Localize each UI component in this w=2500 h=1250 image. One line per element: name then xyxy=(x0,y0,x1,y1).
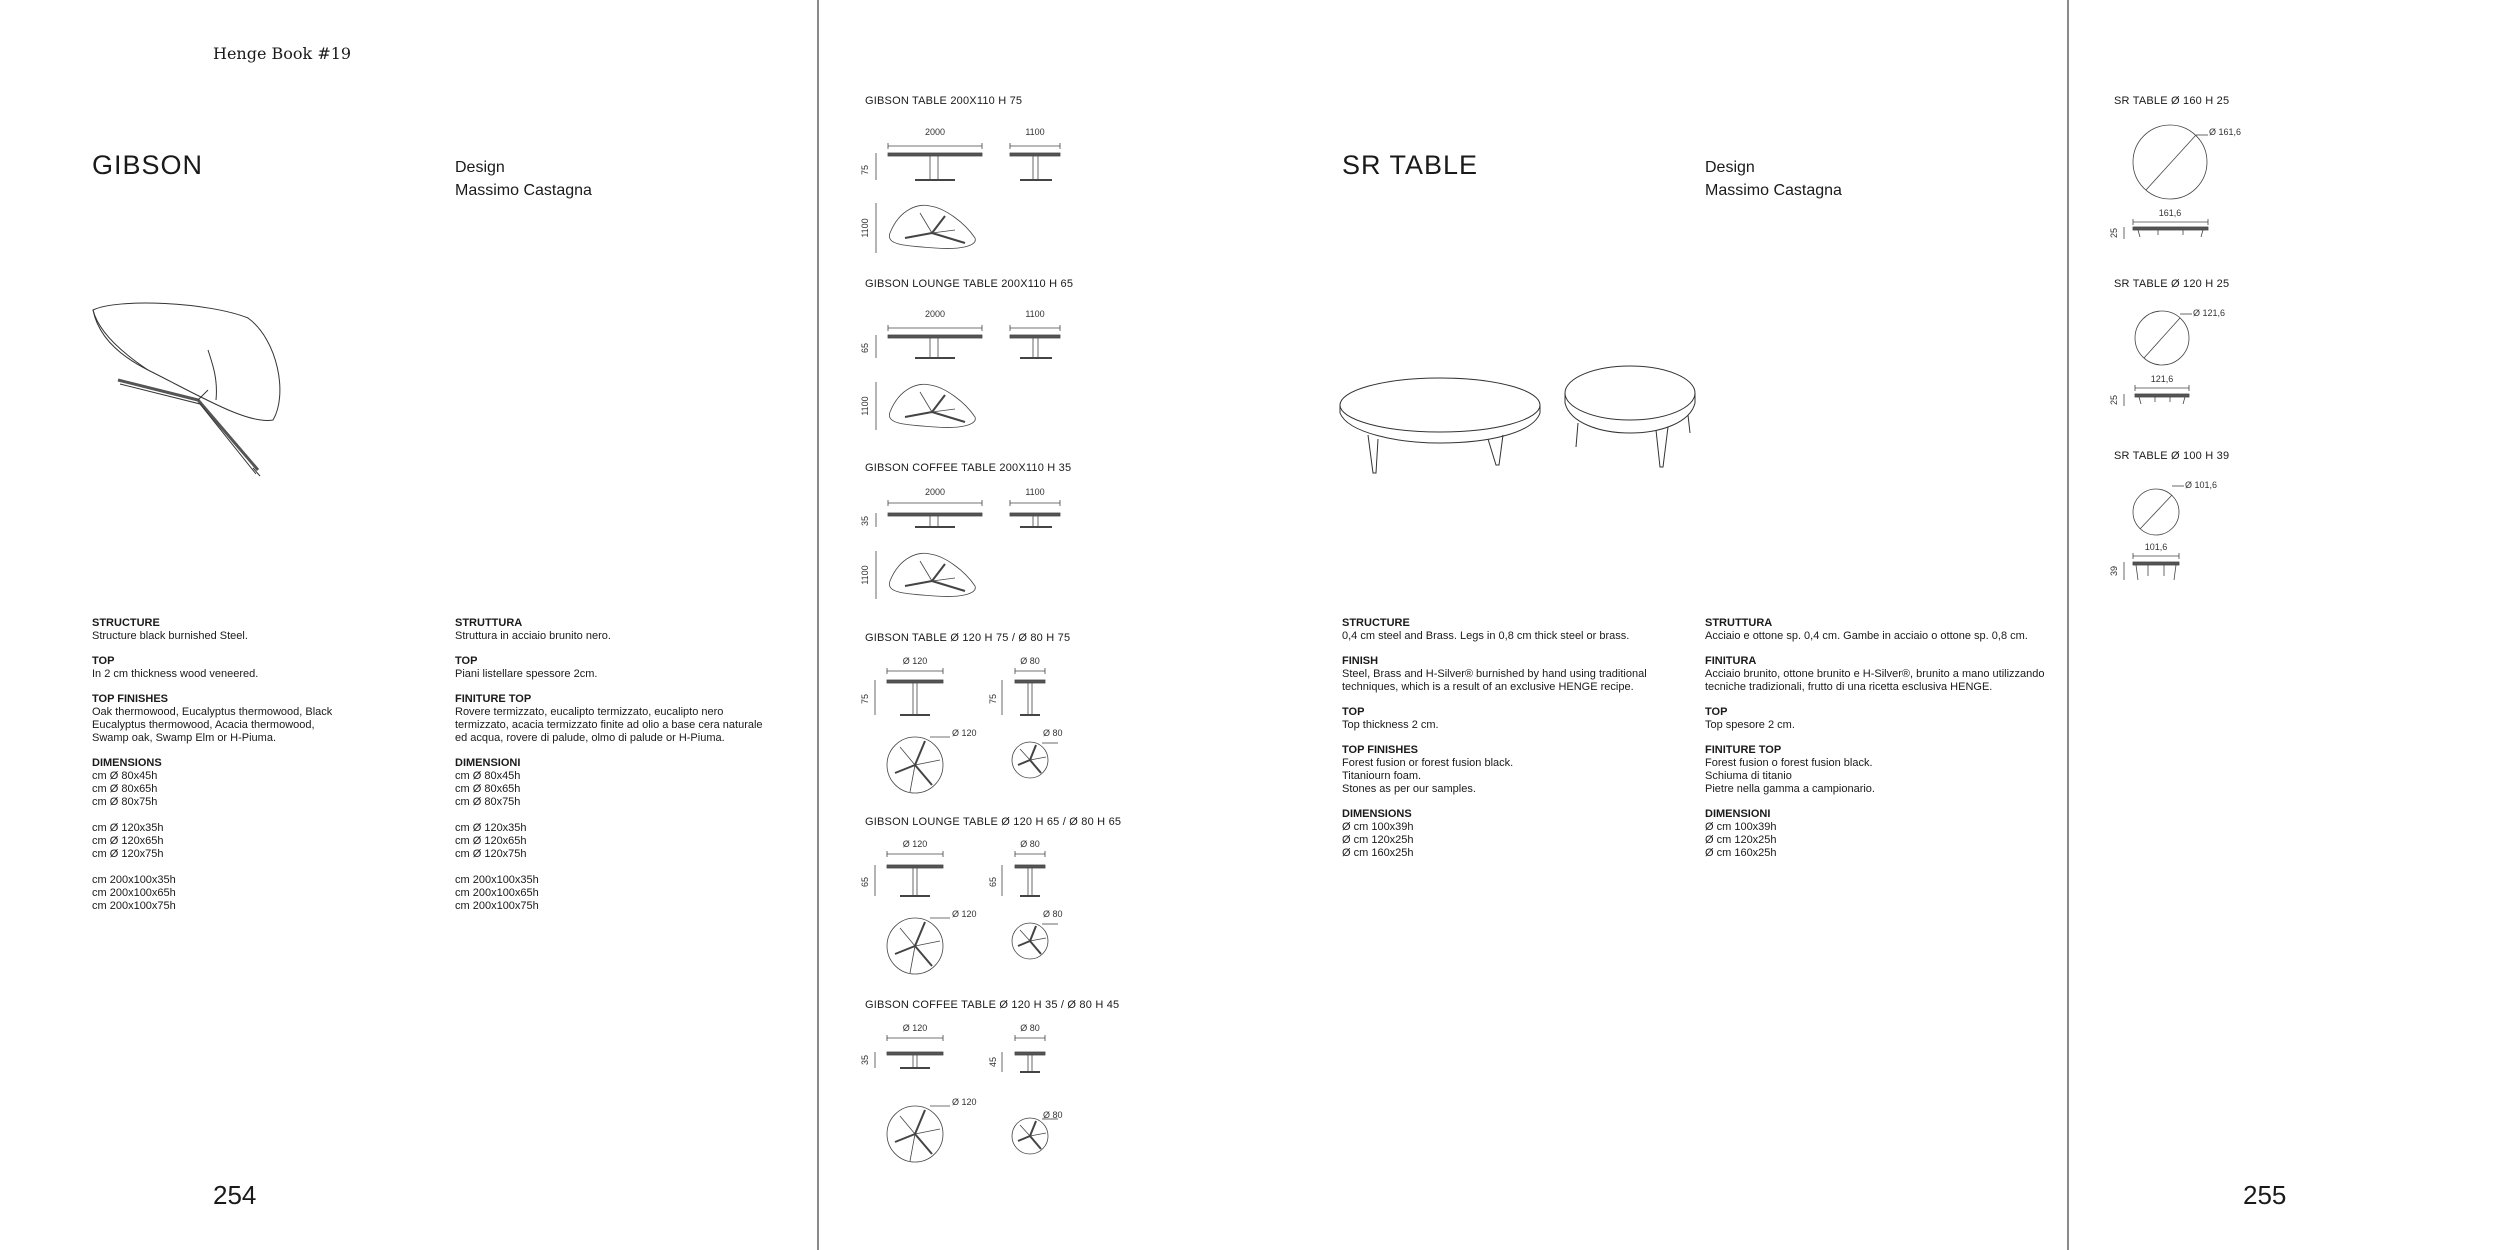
spec-line: cm 200x100x75h xyxy=(455,900,539,912)
sr-specs-it xyxy=(1705,617,2065,872)
spec-heading: FINITURE TOP xyxy=(455,693,532,705)
designer-name: Massimo Castagna xyxy=(1705,182,1842,199)
spec-heading: TOP xyxy=(1705,706,1728,718)
dim-diameter-b: Ø 80 xyxy=(1020,1023,1040,1033)
spec-line: cm Ø 120x65h xyxy=(455,835,527,847)
spec-line: Ø cm 120x25h xyxy=(1342,834,1414,846)
drawing-title: GIBSON COFFEE TABLE Ø 120 H 35 / Ø 80 H 45 xyxy=(865,999,1120,1011)
spec-line: cm 200x100x75h xyxy=(92,900,176,912)
page-number-right: 255 xyxy=(2243,1180,2287,1210)
spec-heading: FINITURA xyxy=(1705,655,1757,667)
spec-finish xyxy=(1342,655,1692,694)
spec-heading: STRUTTURA xyxy=(1705,617,1773,629)
dim-width: 101,6 xyxy=(2144,542,2168,552)
sr-specs-en xyxy=(1342,617,1692,872)
spec-heading: STRUTTURA xyxy=(455,617,523,629)
spec-dimensioni xyxy=(455,757,805,913)
spec-finiture-top xyxy=(455,693,805,745)
spec-line: Structure black burnished Steel. xyxy=(92,630,248,642)
drawing-gibson-lounge-200x110-65 xyxy=(860,300,1090,440)
spec-heading: DIMENSIONI xyxy=(455,757,521,769)
spec-line: tecniche tradizionali, frutto di una ricetta esclusiva HENGE. xyxy=(1705,681,1993,693)
spec-line: cm Ø 120x35h xyxy=(92,822,164,834)
spec-line: ed acqua, rovere di palude, olmo di palude or H-Piuma. xyxy=(455,732,725,744)
spec-line: Ø cm 160x25h xyxy=(1705,847,1777,859)
drawing-title: GIBSON TABLE 200X110 H 75 xyxy=(865,95,1023,107)
spec-heading: DIMENSIONI xyxy=(1705,808,1771,820)
spec-top xyxy=(92,655,442,681)
spec-line: cm Ø 120x65h xyxy=(92,835,164,847)
plan-diameter-b: Ø 80 xyxy=(1043,1110,1063,1120)
gibson-specs-en xyxy=(92,617,442,925)
spec-heading: DIMENSIONS xyxy=(92,757,162,769)
dim-width: 121,6 xyxy=(2150,374,2174,384)
drawing-title: SR TABLE Ø 120 H 25 xyxy=(2114,278,2230,290)
dim-height-b: 75 xyxy=(988,693,998,705)
dim-depth: 1100 xyxy=(1025,309,1045,319)
book-title: Henge Book #19 xyxy=(213,44,352,63)
spec-finiture-top xyxy=(1705,744,2065,796)
dim-height-b: 65 xyxy=(988,876,998,888)
spec-heading: TOP FINISHES xyxy=(1342,744,1419,756)
plan-diameter: Ø 121,6 xyxy=(2193,308,2226,318)
spec-line: cm Ø 80x75h xyxy=(455,796,521,808)
dim-height-a: 75 xyxy=(860,693,870,705)
spec-line: cm Ø 80x65h xyxy=(455,783,521,795)
spec-line xyxy=(455,809,805,822)
spec-structure xyxy=(1342,617,1692,643)
spec-dimensioni xyxy=(1705,808,2065,860)
spec-line: cm 200x100x65h xyxy=(92,887,176,899)
drawing-title: GIBSON LOUNGE TABLE Ø 120 H 65 / Ø 80 H 65 xyxy=(865,816,1122,828)
spec-line: Stones as per our samples. xyxy=(1342,783,1476,795)
spec-line: cm Ø 80x65h xyxy=(92,783,158,795)
spec-line: Ø cm 160x25h xyxy=(1342,847,1414,859)
dim-height: 65 xyxy=(860,342,870,354)
gibson-table-illustration xyxy=(88,300,298,485)
spec-line: cm 200x100x65h xyxy=(455,887,539,899)
dim-diameter-a: Ø 120 xyxy=(902,839,928,849)
spec-top-finishes xyxy=(1342,744,1692,796)
spec-line: Piani listellare spessore 2cm. xyxy=(455,668,598,680)
spec-line: Acciaio e ottone sp. 0,4 cm. Gambe in acciaio o ottone sp. 0,8 cm. xyxy=(1705,630,2028,642)
spec-dimensions xyxy=(92,757,442,913)
dim-plan: 1100 xyxy=(860,565,870,585)
dim-diameter-b: Ø 80 xyxy=(1020,656,1040,666)
spec-line: Oak thermowood, Eucalyptus thermowood, Black xyxy=(92,706,333,718)
dim-height-a: 35 xyxy=(860,1054,870,1066)
spec-line: techniques, which is a result of an exclusive HENGE recipe. xyxy=(1342,681,1634,693)
spec-line: In 2 cm thickness wood veneered. xyxy=(92,668,259,680)
dim-height-b: 45 xyxy=(988,1056,998,1068)
spec-line: Struttura in acciaio brunito nero. xyxy=(455,630,611,642)
dim-height-a: 65 xyxy=(860,876,870,888)
dim-plan: 1100 xyxy=(860,396,870,416)
product-title-gibson: GIBSON xyxy=(92,150,204,180)
plan-diameter: Ø 161,6 xyxy=(2209,127,2242,137)
dim-diameter-a: Ø 120 xyxy=(902,1023,928,1033)
dim-height: 25 xyxy=(2109,394,2119,406)
drawing-title: GIBSON TABLE Ø 120 H 75 / Ø 80 H 75 xyxy=(865,632,1071,644)
drawing-sr-120-25 xyxy=(2108,300,2258,415)
plan-diameter: Ø 101,6 xyxy=(2185,480,2218,490)
spec-dimensions xyxy=(1342,808,1692,860)
dim-height: 25 xyxy=(2109,227,2119,239)
spec-top-finishes xyxy=(92,693,442,745)
spec-line: cm 200x100x35h xyxy=(92,874,176,886)
dim-width: 161,6 xyxy=(2158,208,2182,218)
page-divider-right xyxy=(2067,0,2069,1250)
spec-heading: FINITURE TOP xyxy=(1705,744,1782,756)
dim-depth: 1100 xyxy=(1025,127,1045,137)
dim-depth: 1100 xyxy=(1025,487,1045,497)
drawing-title: GIBSON COFFEE TABLE 200X110 H 35 xyxy=(865,462,1072,474)
spec-line: Forest fusion or forest fusion black. xyxy=(1342,757,1514,769)
spec-line: 0,4 cm steel and Brass. Legs in 0,8 cm thick steel or brass. xyxy=(1342,630,1630,642)
plan-diameter-a: Ø 120 xyxy=(952,909,977,919)
design-credit-gibson xyxy=(455,156,592,202)
spec-heading: TOP xyxy=(92,655,115,667)
design-label: Design xyxy=(455,159,505,176)
gibson-specs-it xyxy=(455,617,805,925)
spec-line: cm Ø 80x45h xyxy=(455,770,521,782)
spec-line xyxy=(455,861,805,874)
spec-line: Ø cm 100x39h xyxy=(1342,821,1414,833)
product-title-sr-table: SR TABLE xyxy=(1342,150,1479,180)
dim-diameter-b: Ø 80 xyxy=(1020,839,1040,849)
spec-line: Steel, Brass and H-Silver® burnished by hand using traditional xyxy=(1342,668,1647,680)
plan-diameter-b: Ø 80 xyxy=(1043,728,1063,738)
spec-line: Ø cm 100x39h xyxy=(1705,821,1777,833)
drawing-title: SR TABLE Ø 160 H 25 xyxy=(2114,95,2230,107)
design-credit-sr xyxy=(1705,156,1842,202)
spec-line: Swamp oak, Swamp Elm or H-Piuma. xyxy=(92,732,276,744)
spec-line: termizzato, acacia termizzato finite ad olio a base cera naturale xyxy=(455,719,763,731)
dim-height: 75 xyxy=(860,164,870,176)
drawing-title: SR TABLE Ø 100 H 39 xyxy=(2114,450,2230,462)
spec-top xyxy=(455,655,805,681)
spec-line: Acciaio brunito, ottone brunito e H-Silver®, brunito a mano utilizzando xyxy=(1705,668,2045,680)
drawing-gibson-round-coffee xyxy=(860,1022,1080,1172)
dim-width: 2000 xyxy=(924,309,946,319)
spec-heading: STRUCTURE xyxy=(92,617,160,629)
spec-line: Top thickness 2 cm. xyxy=(1342,719,1439,731)
spec-struttura xyxy=(1705,617,2065,643)
drawing-gibson-round-65 xyxy=(860,838,1080,983)
spec-heading: FINISH xyxy=(1342,655,1379,667)
page-divider-left xyxy=(817,0,819,1250)
drawing-gibson-coffee-200x110-35 xyxy=(860,483,1090,613)
spec-heading: STRUCTURE xyxy=(1342,617,1410,629)
spec-heading: TOP FINISHES xyxy=(92,693,169,705)
plan-diameter-b: Ø 80 xyxy=(1043,909,1063,919)
spec-top xyxy=(1342,706,1692,732)
plan-diameter-a: Ø 120 xyxy=(952,1097,977,1107)
spec-line: cm Ø 120x35h xyxy=(455,822,527,834)
spec-heading: TOP xyxy=(1342,706,1365,718)
spec-line xyxy=(92,861,442,874)
drawing-gibson-round-75 xyxy=(860,655,1080,800)
spec-line: Ø cm 120x25h xyxy=(1705,834,1777,846)
sr-table-illustration xyxy=(1338,355,1718,485)
dim-height: 35 xyxy=(860,515,870,527)
spec-line: Pietre nella gamma a campionario. xyxy=(1705,783,1875,795)
spec-line: cm 200x100x35h xyxy=(455,874,539,886)
spec-structure xyxy=(92,617,442,643)
drawing-title: GIBSON LOUNGE TABLE 200X110 H 65 xyxy=(865,278,1074,290)
spec-line: cm Ø 120x75h xyxy=(92,848,164,860)
drawing-sr-160-25 xyxy=(2108,115,2258,245)
spec-line: cm Ø 80x75h xyxy=(92,796,158,808)
spec-finitura xyxy=(1705,655,2065,694)
dim-diameter-a: Ø 120 xyxy=(902,656,928,666)
spec-line: Titaniourn foam. xyxy=(1342,770,1422,782)
dim-width: 2000 xyxy=(924,487,946,497)
spec-line xyxy=(92,809,442,822)
spec-top xyxy=(1705,706,2065,732)
spec-line: Forest fusion o forest fusion black. xyxy=(1705,757,1873,769)
spec-line: Schiuma di titanio xyxy=(1705,770,1792,782)
dim-width: 2000 xyxy=(924,127,946,137)
spec-heading: DIMENSIONS xyxy=(1342,808,1412,820)
drawing-sr-100-39 xyxy=(2108,472,2258,592)
dim-plan: 1100 xyxy=(860,218,870,238)
drawing-gibson-table-200x110-75 xyxy=(860,118,1090,258)
design-label: Design xyxy=(1705,159,1755,176)
spec-line: cm Ø 120x75h xyxy=(455,848,527,860)
designer-name: Massimo Castagna xyxy=(455,182,592,199)
spec-line: Rovere termizzato, eucalipto termizzato, eucalipto nero xyxy=(455,706,724,718)
page-number-left: 254 xyxy=(213,1180,257,1210)
spec-line: cm Ø 80x45h xyxy=(92,770,158,782)
dim-height: 39 xyxy=(2109,565,2119,577)
spec-struttura xyxy=(455,617,805,643)
spec-line: Eucalyptus thermowood, Acacia thermowood, xyxy=(92,719,315,731)
spec-heading: TOP xyxy=(455,655,478,667)
plan-diameter-a: Ø 120 xyxy=(952,728,977,738)
spec-line: Top spesore 2 cm. xyxy=(1705,719,1795,731)
